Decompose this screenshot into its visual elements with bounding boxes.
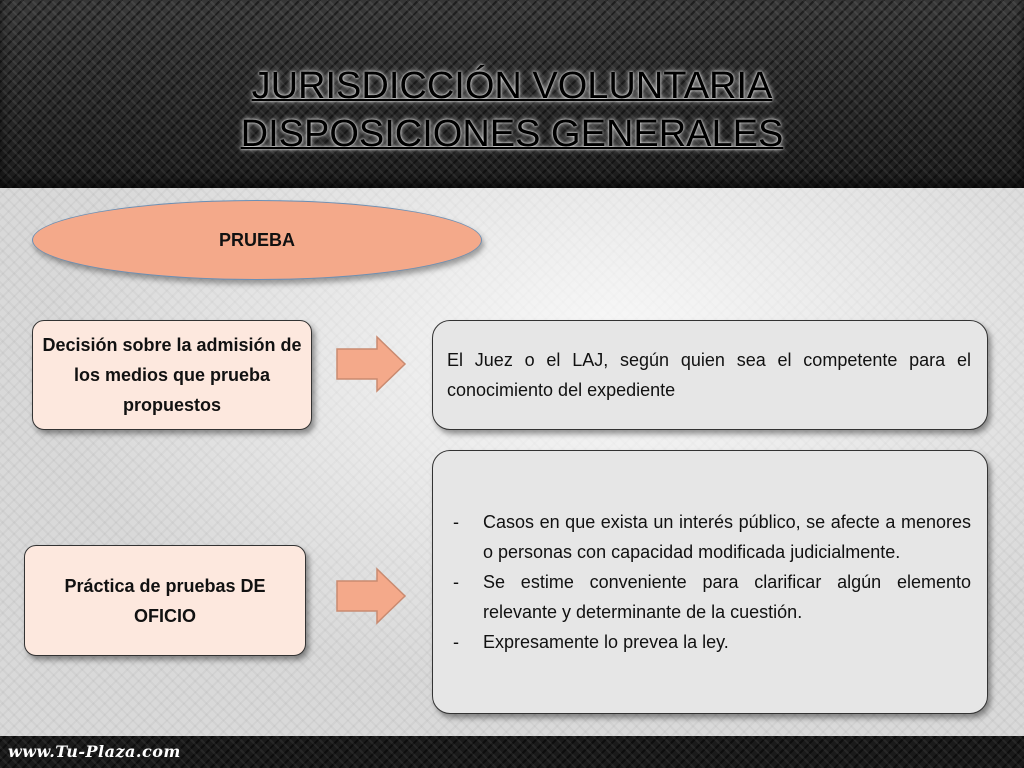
prueba-node: [32, 200, 482, 280]
arrow-right-icon: [333, 333, 409, 395]
footer-bar: [0, 736, 1024, 768]
admission-decision-box: [32, 320, 312, 430]
judge-competence-box: [432, 320, 988, 430]
admission-decision-text: Decisión sobre la admisión de los medios que prueba propuestos: [42, 335, 302, 415]
ex-officio-evidence-text: Práctica de pruebas DE OFICIO: [64, 575, 266, 626]
arrow-right-icon: [333, 565, 409, 627]
list-item: - Casos en que exista un interés público, se afecte a menores o personas con capacidad modificada judicialmente.: [445, 507, 971, 567]
ex-officio-evidence-box: [24, 545, 306, 656]
list-item: - Se estime conveniente para clarificar algún elemento relevante y determinante de la cuestión.: [445, 567, 971, 627]
slide-title: [0, 62, 1024, 158]
ex-officio-cases-list: [445, 507, 971, 657]
list-item: - Expresamente lo prevea la ley.: [445, 627, 971, 657]
title-line-2: DISPOSICIONES GENERALES: [240, 113, 784, 155]
title-line-1: JURISDICCIÓN VOLUNTARIA: [251, 65, 773, 107]
prueba-label: PRUEBA: [218, 229, 295, 250]
ex-officio-cases-box: [432, 450, 988, 714]
watermark: www.Tu-Plaza.com: [8, 742, 181, 761]
judge-competence-text: El Juez o el LAJ, según quien sea el competente para el conocimiento del expediente: [447, 350, 971, 400]
